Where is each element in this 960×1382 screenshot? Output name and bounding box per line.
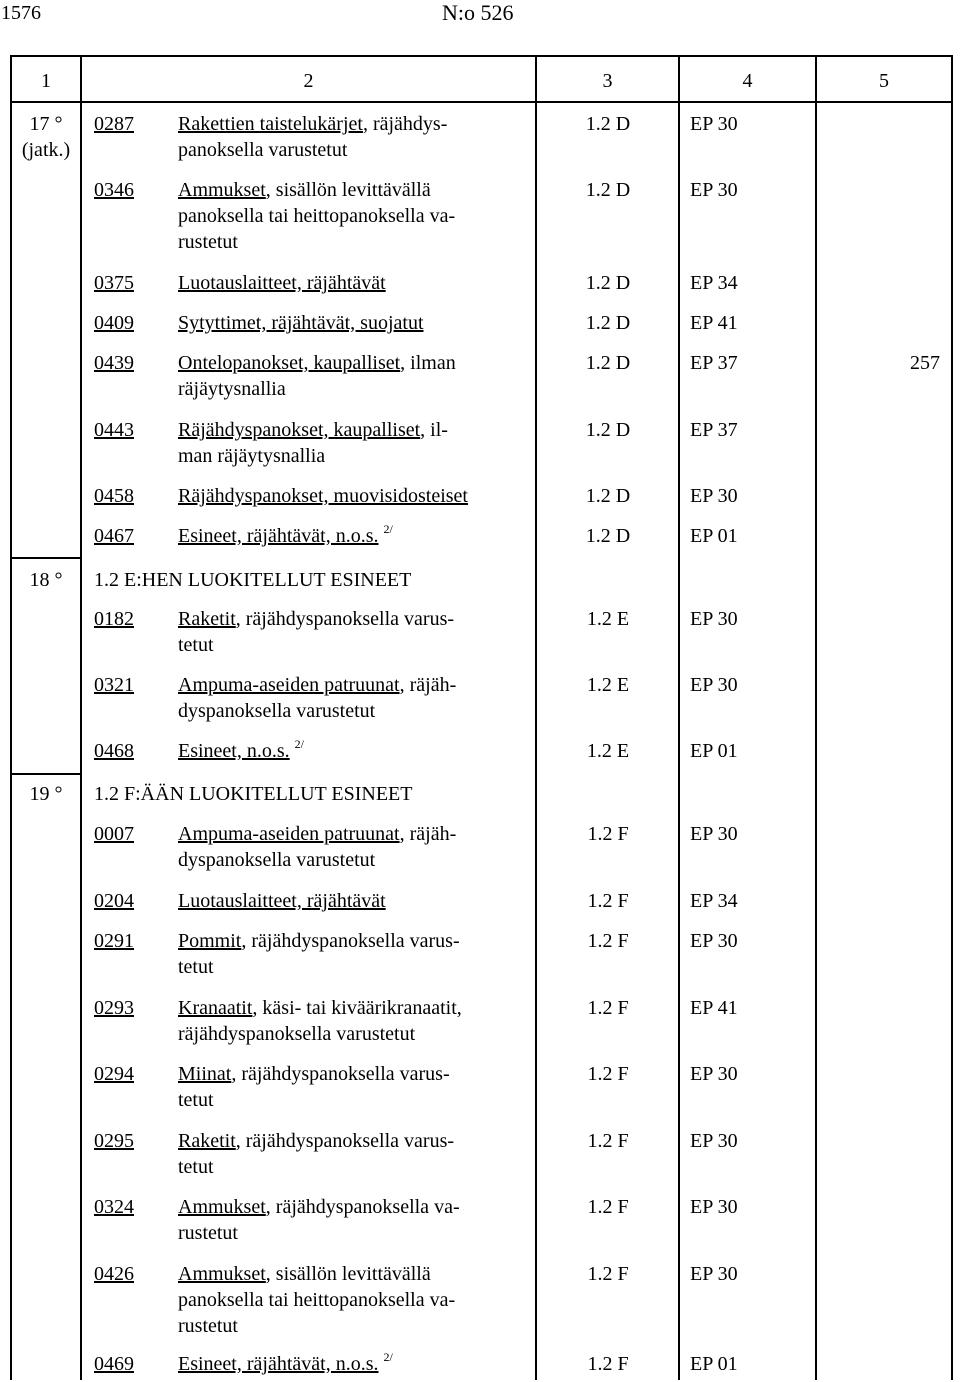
goods-name-continuation: , käsi- tai kiväärikranaatit,: [252, 997, 462, 1019]
goods-name-continuation: , räjähdyspanoksella varus-: [235, 608, 455, 630]
packing-code: EP 30: [690, 608, 738, 630]
un-number: 0375: [94, 272, 134, 294]
description-line: dyspanoksella varustetut: [178, 849, 376, 871]
un-number: 0468: [94, 740, 134, 762]
un-number: 0295: [94, 1130, 134, 1152]
goods-name: Rakettien taistelukärjet: [178, 113, 363, 135]
class-title: 1.2 E:HEN LUOKITELLUT ESINEET: [94, 569, 412, 591]
goods-name: Ammukset: [178, 1263, 266, 1285]
goods-name-continuation: , räjäh-: [399, 674, 457, 696]
goods-name: Sytyttimet, räjähtävät, suojatut: [178, 312, 424, 334]
goods-description: [178, 483, 523, 509]
packing-code: EP 30: [690, 113, 738, 135]
goods-name-continuation: , räjähdyspanoksella va-: [265, 1196, 460, 1218]
un-number: 0293: [94, 997, 134, 1019]
goods-description: [178, 1351, 523, 1377]
packing-code: EP 30: [690, 485, 738, 507]
goods-description: [178, 417, 523, 469]
division-code: 1.2 D: [585, 525, 631, 547]
class-divider-18: [10, 557, 81, 559]
description-line: tetut: [178, 634, 214, 656]
division-code: 1.2 F: [587, 1130, 629, 1152]
packing-code: EP 01: [690, 1353, 738, 1375]
footnote-reference: 2/: [383, 522, 393, 536]
class-number: 18 °: [29, 569, 63, 591]
division-code: 1.2 F: [587, 1263, 629, 1285]
goods-name-continuation: , räjähdyspanoksella varus-: [235, 1130, 455, 1152]
description-line: rustetut: [178, 1222, 238, 1244]
division-code: 1.2 F: [587, 1196, 629, 1218]
goods-description: [178, 738, 523, 764]
un-number: 0291: [94, 930, 134, 952]
goods-name: Raketit: [178, 1130, 236, 1152]
goods-name-continuation: , ilman: [400, 352, 456, 374]
un-number: 0469: [94, 1353, 134, 1375]
packing-code: EP 30: [690, 823, 738, 845]
goods-description: [178, 270, 523, 296]
division-code: 1.2 D: [585, 113, 631, 135]
description-line: tetut: [178, 1089, 214, 1111]
division-code: 1.2 D: [585, 419, 631, 441]
goods-name: Esineet, räjähtävät, n.o.s.: [178, 1353, 379, 1375]
un-number: 0458: [94, 485, 134, 507]
column-header-5: 5: [879, 70, 889, 92]
division-code: 1.2 D: [585, 179, 631, 201]
description-line: räjähdyspanoksella varustetut: [178, 1023, 416, 1045]
goods-description: [178, 1128, 523, 1180]
goods-name: Raketit: [178, 608, 236, 630]
column-divider-1: [80, 55, 82, 1380]
special-provision: 257: [910, 352, 940, 374]
column-divider-2: [535, 55, 537, 1380]
goods-name: Kranaatit: [178, 997, 253, 1019]
goods-name-continuation: , sisällön levittävällä: [265, 1263, 431, 1285]
description-line: tetut: [178, 956, 214, 978]
class-number: 19 °: [29, 783, 63, 805]
un-number: 0287: [94, 113, 134, 135]
un-number: 0204: [94, 890, 134, 912]
goods-description: [178, 995, 523, 1047]
packing-code: EP 30: [690, 674, 738, 696]
column-divider-3: [678, 55, 680, 1380]
description-line: panoksella tai heittopanoksella va-: [178, 1289, 456, 1311]
footnote-reference: 2/: [294, 737, 304, 751]
goods-description: [178, 888, 523, 914]
column-header-4: 4: [742, 70, 753, 92]
goods-name-continuation: , il-: [420, 419, 448, 441]
division-code: 1.2 E: [586, 608, 630, 630]
un-number: 0443: [94, 419, 134, 441]
goods-name: Miinat: [178, 1063, 232, 1085]
division-code: 1.2 F: [587, 997, 629, 1019]
goods-description: [178, 310, 523, 336]
packing-code: EP 41: [690, 997, 738, 1019]
description-line: dyspanoksella varustetut: [178, 700, 376, 722]
packing-code: EP 30: [690, 930, 738, 952]
division-code: 1.2 E: [586, 740, 630, 762]
goods-name-continuation: , räjäh-: [399, 823, 457, 845]
goods-description: [178, 111, 523, 163]
description-line: rustetut: [178, 231, 238, 253]
division-code: 1.2 F: [587, 823, 629, 845]
description-line: panoksella tai heittopanoksella va-: [178, 205, 456, 227]
goods-name-continuation: , sisällön levittävällä: [265, 179, 431, 201]
description-line: rustetut: [178, 1315, 238, 1337]
un-number: 0467: [94, 525, 134, 547]
packing-code: EP 30: [690, 179, 738, 201]
un-number: 0321: [94, 674, 134, 696]
goods-description: [178, 350, 523, 402]
description-line: panoksella varustetut: [178, 139, 348, 161]
packing-code: EP 37: [690, 352, 738, 374]
goods-name: Esineet, räjähtävät, n.o.s.: [178, 525, 379, 547]
packing-code: EP 30: [690, 1063, 738, 1085]
column-header-3: 3: [602, 70, 613, 92]
goods-name-continuation: , räjähdyspanoksella varus-: [241, 930, 460, 952]
division-code: 1.2 D: [585, 485, 631, 507]
goods-description: [178, 177, 523, 255]
table-border-left: [10, 55, 12, 1380]
un-number: 0439: [94, 352, 134, 374]
un-number: 0409: [94, 312, 134, 334]
packing-code: EP 01: [690, 525, 738, 547]
packing-code: EP 34: [690, 890, 738, 912]
goods-name: Ammukset: [178, 1196, 266, 1218]
class-number-continued: (jatk.): [21, 139, 71, 161]
goods-name: Ontelopanokset, kaupalliset: [178, 352, 401, 374]
goods-description: [178, 672, 523, 724]
goods-name: Ampuma-aseiden patruunat: [178, 674, 400, 696]
division-code: 1.2 F: [587, 930, 629, 952]
column-divider-4: [815, 55, 817, 1380]
goods-description: [178, 523, 523, 549]
packing-code: EP 30: [690, 1130, 738, 1152]
goods-name-continuation: , räjähdyspanoksella varus-: [231, 1063, 450, 1085]
division-code: 1.2 D: [585, 312, 631, 334]
goods-description: [178, 1061, 523, 1113]
goods-name: Esineet, n.o.s.: [178, 740, 290, 762]
description-line: man räjäytysnallia: [178, 445, 326, 467]
division-code: 1.2 D: [585, 272, 631, 294]
column-header-2: 2: [303, 70, 314, 92]
division-code: 1.2 F: [587, 1353, 629, 1375]
goods-name: Räjähdyspanokset, kaupalliset: [178, 419, 421, 441]
un-number: 0294: [94, 1063, 134, 1085]
un-number: 0007: [94, 823, 134, 845]
un-number: 0346: [94, 179, 134, 201]
division-code: 1.2 F: [587, 890, 629, 912]
goods-name: Luotauslaitteet, räjähtävät: [178, 890, 386, 912]
class-divider-19: [10, 773, 81, 775]
un-number: 0324: [94, 1196, 134, 1218]
packing-code: EP 30: [690, 1263, 738, 1285]
goods-name: Pommit: [178, 930, 242, 952]
goods-description: [178, 928, 523, 980]
column-header-1: 1: [41, 70, 51, 92]
description-line: räjäytysnallia: [178, 378, 286, 400]
division-code: 1.2 E: [586, 674, 630, 696]
goods-name: Räjähdyspanokset, muovisidosteiset: [178, 485, 468, 507]
packing-code: EP 41: [690, 312, 738, 334]
goods-description: [178, 1261, 523, 1339]
packing-code: EP 30: [690, 1196, 738, 1218]
goods-name: Luotauslaitteet, räjähtävät: [178, 272, 386, 294]
goods-description: [178, 1194, 523, 1246]
packing-code: EP 01: [690, 740, 738, 762]
header-divider: [10, 101, 953, 103]
page-number: 1576: [1, 2, 41, 24]
un-number: 0426: [94, 1263, 134, 1285]
packing-code: EP 34: [690, 272, 738, 294]
goods-description: [178, 606, 523, 658]
table-border-right: [951, 55, 953, 1380]
un-number: 0182: [94, 608, 134, 630]
class-title: 1.2 F:ÄÄN LUOKITELLUT ESINEET: [94, 783, 413, 805]
issue-number: N:o 526: [442, 0, 514, 25]
division-code: 1.2 F: [587, 1063, 629, 1085]
class-number: 17 °: [29, 113, 63, 135]
description-line: tetut: [178, 1156, 214, 1178]
packing-code: EP 37: [690, 419, 738, 441]
footnote-reference: 2/: [383, 1350, 393, 1364]
division-code: 1.2 D: [585, 352, 631, 374]
goods-name: Ammukset: [178, 179, 266, 201]
goods-description: [178, 821, 523, 873]
goods-name-continuation: , räjähdys-: [362, 113, 448, 135]
goods-name: Ampuma-aseiden patruunat: [178, 823, 400, 845]
